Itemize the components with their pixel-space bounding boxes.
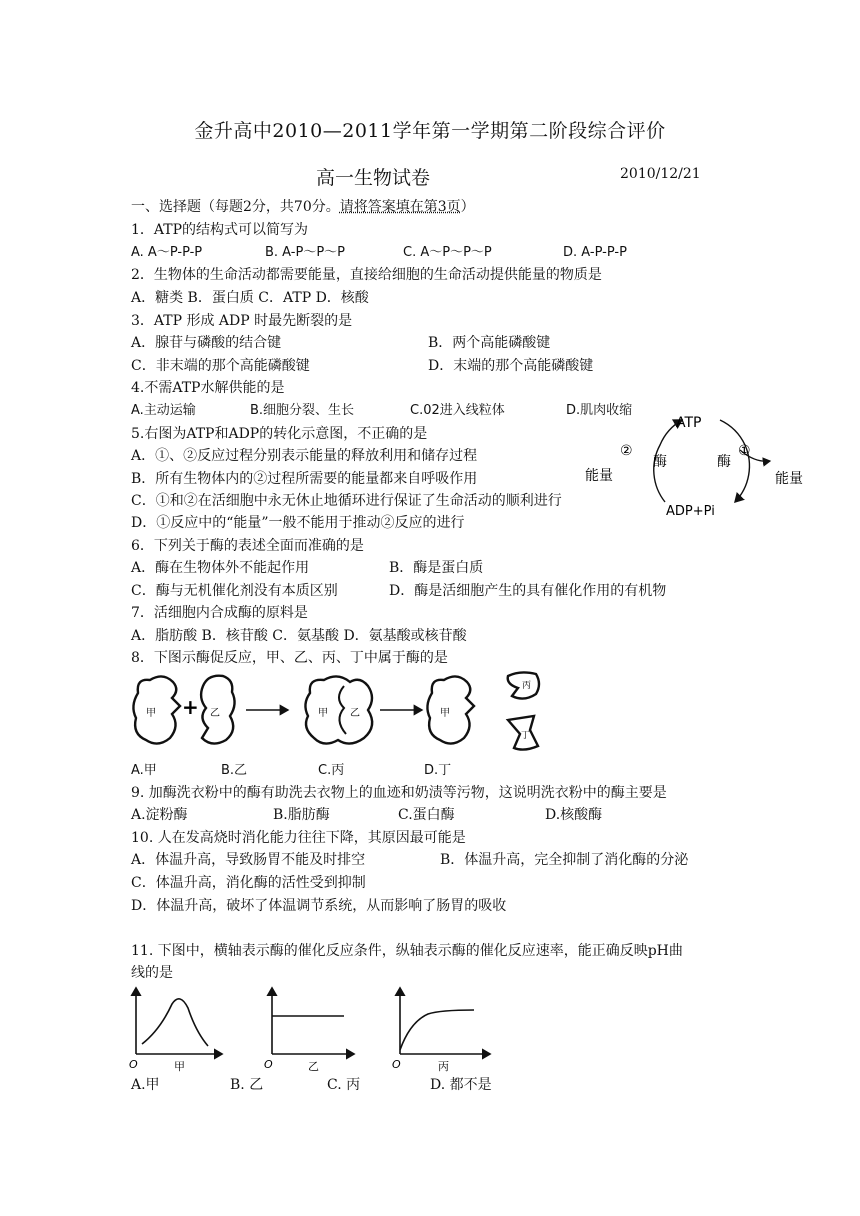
energy-label-in: 能量 <box>585 468 613 484</box>
mark-2: ② <box>620 443 633 459</box>
q4-option-d: D.肌肉收缩 <box>566 403 633 418</box>
q4-option-b: B.细胞分裂、生长 <box>250 403 355 418</box>
exam-date: 2010/12/21 <box>620 166 701 182</box>
q11-stem-line1: 11. 下图中，横轴表示酶的催化反应条件，纵轴表示酶的催化反应速率，能正确反映pH曲 <box>131 943 683 959</box>
section-heading-text: 一、选择题（每题2分，共70分。 <box>131 199 340 215</box>
q9-stem: 9. 加酶洗衣粉中的酶有助洗去衣物上的血迹和奶渍等污物，这说明洗衣粉中的酶主要是 <box>131 785 667 801</box>
graph3-origin: O <box>392 1058 401 1071</box>
q4-option-a: A.主动运输 <box>131 403 196 418</box>
page-title: 金升高中2010—2011学年第一学期第二阶段综合评价 <box>194 120 666 142</box>
enzyme-reaction-diagram <box>128 668 568 758</box>
enzyme-label-left: 酶 <box>653 454 667 470</box>
q9-option-b: B.脂肪酶 <box>273 807 330 823</box>
q4-stem: 4.不需ATP水解供能的是 <box>131 380 285 396</box>
q6-option-a: A．酶在生物体外不能起作用 <box>131 560 310 576</box>
complex-shape <box>305 676 372 743</box>
q10-option-d: D．体温升高，破坏了体温调节系统，从而影响了肠胃的吸收 <box>131 898 507 914</box>
q6-option-d: D．酶是活细胞产生的具有催化作用的有机物 <box>389 583 667 599</box>
label-bing: 丙 <box>522 681 532 691</box>
q3-option-a: A．腺苷与磷酸的结合键 <box>131 335 282 351</box>
ph-graphs <box>128 984 508 1072</box>
q1-stem: 1．ATP的结构式可以简写为 <box>131 222 309 238</box>
graph1-origin: O <box>129 1058 138 1071</box>
q5-option-b: B．所有生物体内的②过程所需要的能量都来自呼吸作用 <box>131 471 478 487</box>
enzyme-label-right: 酶 <box>717 454 731 470</box>
q5-option-a: A．①、②反应过程分别表示能量的释放利用和储存过程 <box>131 448 478 464</box>
q6-option-c: C．酶与无机催化剂没有本质区别 <box>131 583 338 599</box>
plus-sign: + <box>182 695 199 719</box>
q2-options: A．糖类 B．蛋白质 C．ATP D．核酸 <box>131 290 369 306</box>
q6-option-b: B．酶是蛋白质 <box>389 560 484 576</box>
atp-label: ATP <box>676 415 702 431</box>
q6-stem: 6．下列关于酶的表述全面而准确的是 <box>131 538 364 554</box>
q8-option-d: D.丁 <box>424 763 452 778</box>
q5-option-c: C．①和②在活细胞中永无休止地循环进行保证了生命活动的顺利进行 <box>131 493 562 509</box>
q8-option-a: A.甲 <box>131 763 157 778</box>
page-subtitle: 高一生物试卷 <box>316 167 431 189</box>
q5-stem: 5.右图为ATP和ADP的转化示意图，不正确的是 <box>131 426 428 442</box>
q7-options: A．脂肪酸 B．核苷酸 C．氨基酸 D．氨基酸或核苷酸 <box>131 628 467 644</box>
mark-1: ① <box>738 443 751 459</box>
complex-label-yi: 乙 <box>350 708 360 719</box>
energy-label-out: 能量 <box>775 471 803 487</box>
section-close: ） <box>460 199 475 215</box>
q8-option-b: B.乙 <box>221 763 248 778</box>
label-ding: 丁 <box>521 731 531 741</box>
graph1-curve <box>142 999 208 1046</box>
enzyme-jia-shape <box>427 676 474 743</box>
q2-stem: 2．生物体的生命活动都需要能量，直接给细胞的生命活动提供能量的物质是 <box>131 267 602 283</box>
q8-option-c: C.丙 <box>318 763 345 778</box>
complex-label-jia: 甲 <box>318 708 328 719</box>
graph1-label: 甲 <box>174 1060 185 1072</box>
q11-stem-line2: 线的是 <box>131 965 173 981</box>
q3-option-b: B．两个高能磷酸键 <box>428 335 551 351</box>
q1-option-c: C. A～P～P～P <box>403 245 492 260</box>
label-jia-2: 甲 <box>440 708 450 719</box>
q1-option-b: B. A-P～P～P <box>265 245 345 260</box>
q10-option-c: C．体温升高，消化酶的活性受到抑制 <box>131 875 366 891</box>
q11-option-c: C. 丙 <box>327 1077 361 1093</box>
atp-adp-cycle-diagram <box>580 405 810 525</box>
q10-option-b: B．体温升高，完全抑制了消化酶的分泌 <box>440 852 689 868</box>
q11-option-a: A.甲 <box>131 1077 160 1093</box>
q9-option-d: D.核酸酶 <box>545 807 603 823</box>
label-yi: 乙 <box>210 708 220 719</box>
q3-option-d: D．末端的那个高能磷酸键 <box>428 358 594 374</box>
q10-option-a: A．体温升高，导致肠胃不能及时排空 <box>131 852 366 868</box>
graph3-curve <box>400 1010 474 1050</box>
q7-stem: 7．活细胞内合成酶的原料是 <box>131 605 308 621</box>
section-heading <box>131 198 475 216</box>
q5-option-d: D．①反应中的“能量”一般不能用于推动②反应的进行 <box>131 515 465 531</box>
q11-option-d: D. 都不是 <box>430 1077 492 1093</box>
q3-option-c: C．非末端的那个高能磷酸键 <box>131 358 310 374</box>
q9-option-c: C.蛋白酶 <box>398 807 455 823</box>
graph2-label: 乙 <box>308 1060 319 1072</box>
q10-stem: 10. 人在发高烧时消化能力往往下降，其原因最可能是 <box>131 830 466 846</box>
q1-option-a: A. A～P-P-P <box>131 245 203 260</box>
q1-option-d: D. A-P-P-P <box>563 245 627 260</box>
q9-option-a: A.淀粉酶 <box>131 807 188 823</box>
section-note: 请将答案填在第3页 <box>339 199 461 215</box>
q8-stem: 8．下图示酶促反应，甲、乙、丙、丁中属于酶的是 <box>131 650 448 666</box>
substrate-jia-shape <box>133 676 180 743</box>
adp-label: ADP+Pi <box>666 504 715 519</box>
q3-stem: 3．ATP 形成 ADP 时最先断裂的是 <box>131 313 353 329</box>
complex-divider <box>339 686 346 734</box>
graph2-origin: O <box>264 1058 273 1071</box>
q11-option-b: B. 乙 <box>230 1077 264 1093</box>
graph3-label: 丙 <box>438 1060 449 1072</box>
label-jia: 甲 <box>146 708 156 719</box>
q4-option-c: C.02进入线粒体 <box>410 403 505 418</box>
